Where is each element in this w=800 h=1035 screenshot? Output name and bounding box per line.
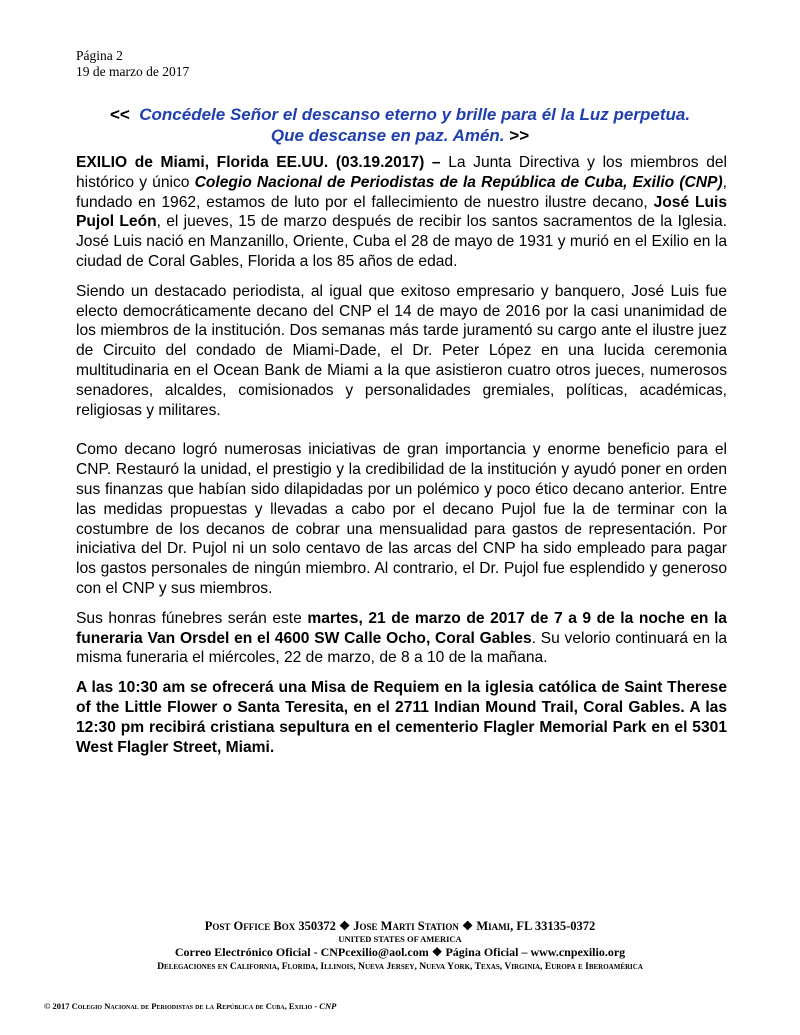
copyright-cnp: CNP (319, 1001, 337, 1011)
copyright-notice (44, 1001, 336, 1011)
quote-line-2 (60, 125, 740, 146)
quote-line-1 (60, 104, 740, 125)
prayer-quote (60, 104, 740, 146)
quote-text-1: Concédele Señor el descanso eterno y brille para él la Luz perpetua. (139, 105, 691, 124)
quote-open-mark: << (109, 105, 130, 124)
copyright-text: © 2017 Colegio Nacional de Periodistas de la República de Cuba, Exilio - (44, 1001, 320, 1011)
footer-country: UNITED STATES OF AMERICA (338, 934, 462, 944)
quote-close-mark: >> (509, 126, 530, 145)
letterhead-footer (60, 919, 740, 973)
p4-text-a: Sus honras fúnebres serán este (76, 609, 308, 627)
funeral-details: martes, 21 de marzo de 2017 de 7 a 9 de la noche en la funeraria Van Orsdel en el 4600 SW Calle Ocho, Coral Gables (76, 609, 727, 647)
footer-contact: Correo Electrónico Oficial - CNPcexilio@aol.com ❖ Página Oficial – www.cnpexilio.org (174, 945, 626, 959)
organization-name: Colegio Nacional de Periodistas de la República de Cuba, Exilio (CNP) (194, 173, 723, 191)
footer-address: Post Office Box 350372 ❖ Jose Marti Station ❖ Miami, FL 33135-0372 (204, 919, 596, 933)
paragraph-3: Como decano logró numerosas iniciativas de gran importancia y enorme beneficio para el CNP. Restauró la unidad, el prestigio y la credibilidad de la institución y ayudó poner en orden sus finanzas que habían sido dilapidadas por un polémico y poco ético decano anterior. Entre las medidas propuestas y llevadas a cabo por el decano Pujol fue la de terminar con la costumbre de los decanos de cobrar una mensualidad para gastos de representación. Por iniciativa del Dr. Pujol ni un solo centavo de las arcas del CNP ha sido empleado para pagar los gastos personales de ningún miembro. Al contrario, el Dr. Pujol fue esplendido y generoso con el CNP y sus miembros. (76, 441, 727, 597)
footer-delegations: Delegaciones en California, Florida, Illinois, Nueva Jersey, Nueva York, Texas, Virginia, Europa e Iberoamérica (157, 961, 643, 972)
dateline: EXILIO de Miami, Florida EE.UU. (03.19.2017) – (76, 154, 441, 171)
paragraph-1 (76, 153, 727, 272)
deceased-name: José Luis Pujol León (76, 193, 727, 231)
paragraph-5: A las 10:30 am se ofrecerá una Misa de Requiem en la iglesia católica de Saint Therese of the Little Flower o Santa Teresita, en el 2711 Indian Mound Trail, Coral Gables. A las 12:30 pm recibirá cristiana sepultura en el cementerio Flagler Memorial Park en el 5301 West Flagler Street, Miami. (76, 679, 727, 756)
p1-text-a: La Junta Directiva y los miembros del histórico y único (76, 154, 728, 191)
page-date: 19 de marzo de 2017 (76, 64, 190, 79)
page-header (76, 48, 189, 80)
article-body (76, 153, 727, 767)
paragraph-4 (76, 609, 727, 668)
p4-text-b: . Su velorio continuará en la misma funeraria el miércoles, 22 de marzo, de 8 a 10 de la mañana. (76, 629, 728, 667)
p1-text-c: , el jueves, 15 de marzo después de recibir los santos sacramentos de la Iglesia. José Luis nació en Manzanillo, Oriente, Cuba el 28 de mayo de 1931 y murió en el Exilio en la ciudad de Coral Gables, Florida a los 85 años de edad. (76, 213, 728, 270)
quote-text-2: Que descanse en paz. Amén. (270, 126, 505, 145)
page-number: Página 2 (76, 48, 123, 63)
p1-text-b: , fundado en 1962, estamos de luto por el fallecimiento de nuestro ilustre decano, (76, 173, 727, 211)
paragraph-2: Siendo un destacado periodista, al igual que exitoso empresario y banquero, José Luis fue electo democráticamente decano del CNP el 14 de mayo de 2016 por la casi unanimidad de los miembros de la institución. Dos semanas más tarde juramentó su cargo ante el ilustre juez de Circuito del condado de Miami-Dade, el Dr. Peter López en una lucida ceremonia multitudinaria en el Ocean Bank de Miami a la que asistieron cuatro otros jueces, numerosos senadores, alcaldes, comisionados y personalidades gremiales, políticas, académicas, religiosas y militares. (76, 282, 727, 419)
